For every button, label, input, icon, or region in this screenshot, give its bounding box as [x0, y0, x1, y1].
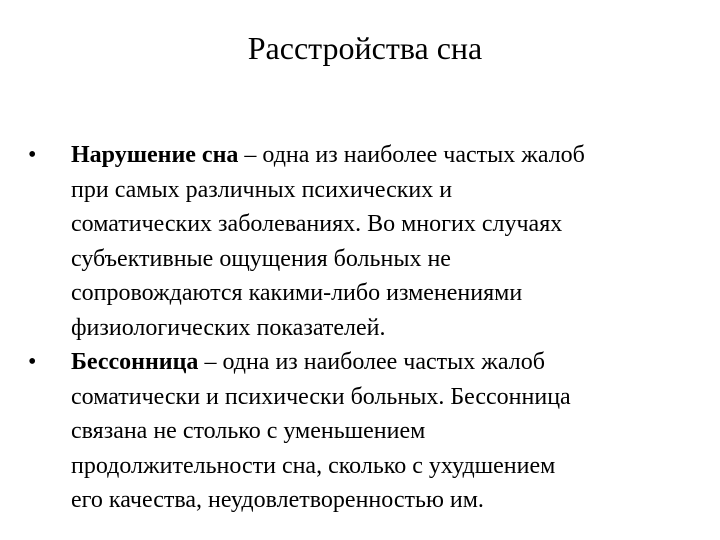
bullet-line: соматических заболеваниях. Во многих случаях — [71, 211, 563, 237]
bullet-point-icon: • — [28, 142, 37, 168]
bullet-first-line — [71, 345, 696, 380]
bullet-line: физиологических показателей. — [71, 314, 386, 341]
bullet-line: его качества, неудовлетворенностью им. — [71, 487, 484, 513]
bullet-term: Нарушение сна — [71, 142, 239, 168]
bullet-first-line — [71, 138, 696, 173]
bullet-first-line-text: – одна из наиболее частых жалоб — [198, 349, 545, 375]
bullet-line: сопровождаются какими-либо изменениями — [71, 280, 523, 306]
bullet-line: субъективные ощущения больных не — [71, 245, 451, 272]
bullet-item-insomnia — [26, 345, 696, 518]
bullet-first-line-text: – одна из наиболее частых жалоб — [238, 142, 585, 168]
slide-title: Расстройства сна — [247, 30, 483, 66]
bullet-point-icon: • — [28, 349, 37, 375]
bullet-line: при самых различных психических и — [71, 176, 453, 203]
bullet-line: соматически и психически больных. Бессонница — [71, 383, 571, 410]
bullet-term: Бессонница — [71, 349, 199, 375]
bullet-list — [26, 138, 696, 518]
bullet-item-sleep-disorder — [26, 138, 696, 345]
bullet-line: связана не столько с уменьшением — [71, 418, 426, 444]
bullet-line: продолжительности сна, сколько с ухудшением — [71, 452, 556, 479]
